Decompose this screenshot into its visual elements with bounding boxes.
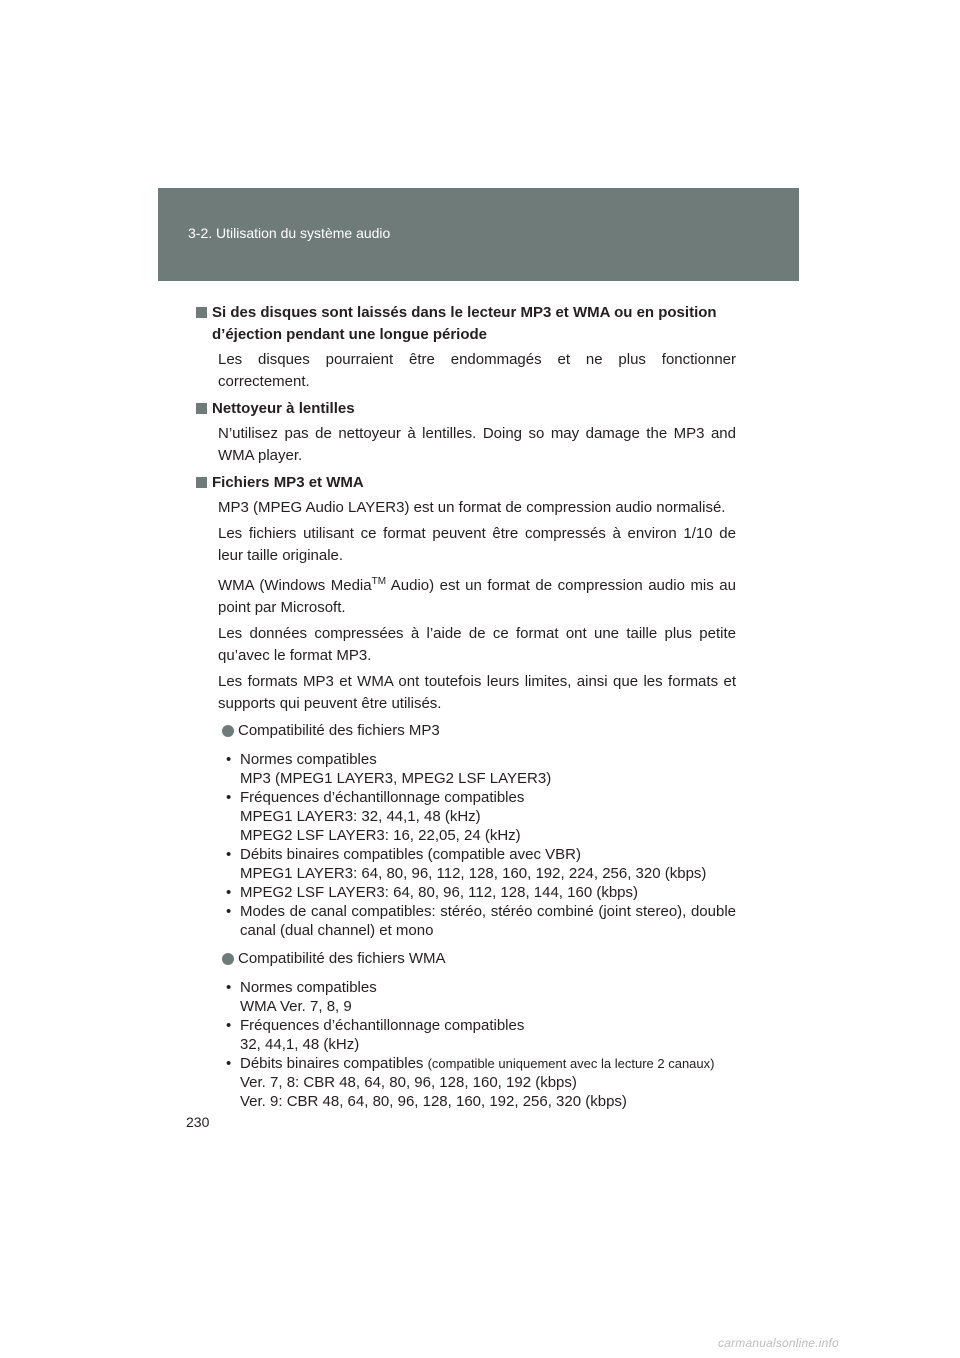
item-line: WMA Ver. 7, 8, 9 [240, 998, 352, 1015]
item-line [240, 1054, 736, 1073]
trademark-sup: TM [371, 576, 387, 587]
section-lens-cleaner [196, 398, 736, 467]
section-heading [196, 302, 736, 346]
square-bullet-icon [196, 477, 207, 488]
item-line: Normes compatibles [240, 979, 377, 996]
wma-compat-heading [196, 948, 736, 970]
list-item: • Débits binaires compatibles (compatible avec VBR) MPEG1 LAYER3: 64, 80, 96, 112, 128, 160, 192, 224, 256, 320 (kbps) [226, 845, 736, 883]
round-bullet-icon [222, 953, 234, 965]
item-line: Normes compatibles [240, 751, 377, 768]
section-heading [196, 398, 736, 420]
round-bullet-icon [222, 725, 234, 737]
wma-spec-list [196, 978, 736, 1111]
item-line: Modes de canal compatibles: stéréo, stéréo combiné (joint stereo), double canal (dual channel) et mono [240, 903, 736, 939]
item-line: MPEG1 LAYER3: 32, 44,1, 48 (kHz) [240, 808, 481, 825]
paragraph: Les formats MP3 et WMA ont toutefois leurs limites, ainsi que les formats et supports qui peuvent être utilisés. [218, 673, 736, 712]
section-heading [196, 472, 736, 494]
list-item: • Fréquences d’échantillonnage compatibles MPEG1 LAYER3: 32, 44,1, 48 (kHz) MPEG2 LSF LAYER3: 16, 22,05, 24 (kHz) [226, 788, 736, 845]
heading-text: Si des disques sont laissés dans le lecteur MP3 et WMA ou en position d’éjection pendant une longue période [212, 304, 717, 343]
mp3-spec-list [196, 750, 736, 940]
page-number: 230 [186, 1114, 210, 1130]
square-bullet-icon [196, 307, 207, 318]
heading-text: Nettoyeur à lentilles [212, 400, 355, 417]
item-line: 32, 44,1, 48 (kHz) [240, 1036, 360, 1053]
bitrate-note: (compatible uniquement avec la lecture 2 canaux) [427, 1056, 715, 1071]
item-line: MPEG2 LSF LAYER3: 16, 22,05, 24 (kHz) [240, 827, 521, 844]
paragraph: Les disques pourraient être endommagés et ne plus fonctionner correctement. [218, 351, 736, 390]
list-item: • Débits binaires compatibles (compatible uniquement avec la lecture 2 canaux) Ver. 7, 8: CBR 48, 64, 80, 96, 128, 160, 192 (kbps) Ver. 9: CBR 48, 64, 80, 96, 128, 160, 192, 256, 320 (kbps) [226, 1054, 736, 1111]
square-bullet-icon [196, 403, 207, 414]
subheading-text: Compatibilité des fichiers WMA [238, 950, 446, 967]
item-line: MPEG2 LSF LAYER3: 64, 80, 96, 112, 128, 144, 160 (kbps) [240, 884, 639, 901]
section-title: 3-2. Utilisation du système audio [188, 225, 391, 241]
section-disc-left [196, 302, 736, 393]
section-mp3-wma-files [196, 472, 736, 1111]
paragraph: N’utilisez pas de nettoyeur à lentilles. Doing so may damage the MP3 and WMA player. [218, 425, 736, 464]
paragraph: Les fichiers utilisant ce format peuvent être compressés à environ 1/10 de leur taille originale. [218, 525, 736, 564]
paragraph: MP3 (MPEG Audio LAYER3) est un format de compression audio normalisé. [218, 499, 726, 516]
item-line: Fréquences d’échantillonnage compatibles [240, 789, 525, 806]
chapter-header-bar [158, 188, 799, 281]
item-line: MPEG1 LAYER3: 64, 80, 96, 112, 128, 160, 192, 224, 256, 320 (kbps) [240, 865, 707, 882]
subheading-text: Compatibilité des fichiers MP3 [238, 722, 440, 739]
paragraph: Les données compressées à l’aide de ce format ont une taille plus petite qu’avec le format MP3. [218, 625, 736, 664]
list-item: • MPEG2 LSF LAYER3: 64, 80, 96, 112, 128, 144, 160 (kbps) [226, 883, 736, 902]
text-part: Audio) est un format de compression audio mis au point par Microsoft. [218, 577, 736, 616]
item-line: Débits binaires compatibles (compatible avec VBR) [240, 846, 581, 863]
mp3-compat-heading [196, 720, 736, 742]
page-content [196, 302, 736, 1119]
paragraph-wma-intro [196, 571, 736, 619]
list-item: • Modes de canal compatibles: stéréo, stéréo combiné (joint stereo), double canal (dual channel) et mono [226, 903, 736, 939]
text-part: WMA (Windows Media [218, 577, 372, 594]
watermark-text: carmanualsonline.info [718, 1336, 839, 1350]
list-item: • Normes compatibles WMA Ver. 7, 8, 9 [226, 978, 736, 1016]
item-line: MP3 (MPEG1 LAYER3, MPEG2 LSF LAYER3) [240, 770, 552, 787]
list-item: • Fréquences d’échantillonnage compatibles 32, 44,1, 48 (kHz) [226, 1016, 736, 1054]
item-line: Ver. 9: CBR 48, 64, 80, 96, 128, 160, 192, 256, 320 (kbps) [240, 1093, 627, 1110]
item-line: Ver. 7, 8: CBR 48, 64, 80, 96, 128, 160, 192 (kbps) [240, 1074, 577, 1091]
item-line: Fréquences d’échantillonnage compatibles [240, 1017, 525, 1034]
list-item: • Normes compatibles MP3 (MPEG1 LAYER3, MPEG2 LSF LAYER3) [226, 750, 736, 788]
bitrate-label: Débits binaires compatibles [240, 1055, 428, 1072]
heading-text: Fichiers MP3 et WMA [212, 474, 364, 491]
